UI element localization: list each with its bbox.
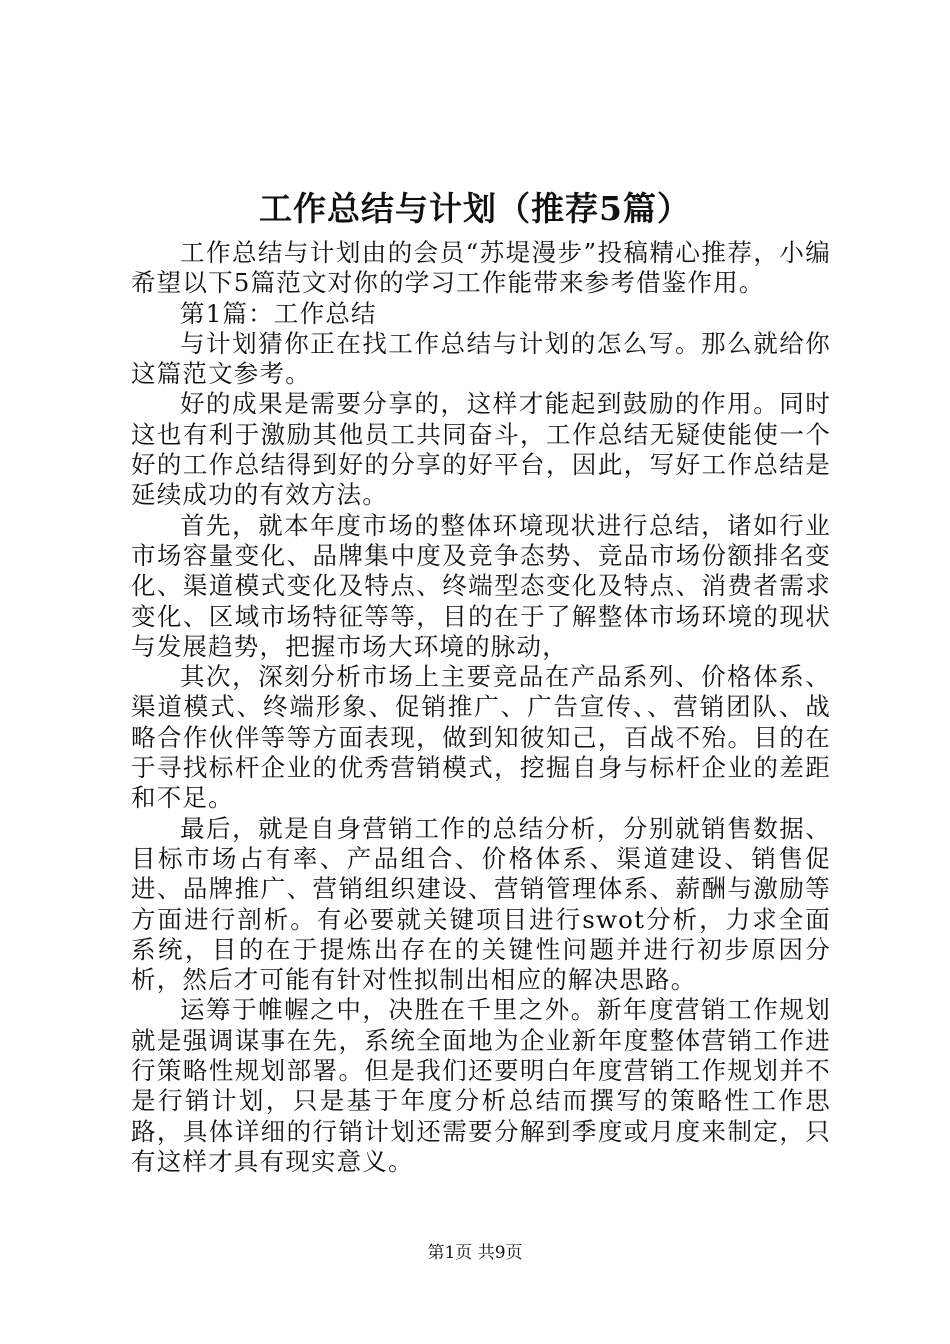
document-body [131, 238, 831, 1177]
paragraph: 其次，深刻分析市场上主要竞品在产品系列、价格体系、渠道模式、终端形象、促销推广、广告宣传、、营销团队、战略合作伙伴等等方面表现，做到知彼知己，百战不殆。目的在于寻找标杆企业的优秀营销模式，挖掘自身与标杆企业的差距和不足。 [131, 662, 831, 813]
paragraph-intro: 工作总结与计划由的会员“苏堤漫步”投稿精心推荐，小编希望以下5篇范文对你的学习工作能带来参考借鉴作用。 [131, 238, 831, 298]
document-title: 工作总结与计划（推荐5篇） [259, 189, 691, 228]
paragraph: 与计划猜你正在找工作总结与计划的怎么写。那么就给你这篇范文参考。 [131, 328, 831, 389]
paragraph: 首先，就本年度市场的整体环境现状进行总结，诸如行业市场容量变化、品牌集中度及竞争态势、竞品市场份额排名变化、渠道模式变化及特点、终端型态变化及特点、消费者需求变化、区域市场特征等等，目的在于了解整体市场环境的现状与发展趋势，把握市场大环境的脉动， [131, 510, 831, 661]
page-footer: 第1页 共9页 [427, 1243, 523, 1263]
paragraph: 好的成果是需要分享的，这样才能起到鼓励的作用。同时这也有利于激励其他员工共同奋斗，工作总结无疑使能使一个好的工作总结得到好的分享的好平台，因此，写好工作总结是延续成功的有效方法。 [131, 389, 831, 510]
paragraph: 最后，就是自身营销工作的总结分析，分别就销售数据、目标市场占有率、产品组合、价格体系、渠道建设、销售促进、品牌推广、营销组织建设、营销管理体系、薪酬与激励等方面进行剖析。有必要就关键项目进行swot分析，力求全面系统，目的在于提炼出存在的关键性问题并进行初步原因分析，然后才可能有针对性拟制出相应的解决思路。 [131, 813, 831, 995]
section-heading: 第1篇：工作总结 [180, 298, 377, 328]
paragraph: 运筹于帷幄之中，决胜在千里之外。新年度营销工作规划就是强调谋事在先，系统全面地为企业新年度整体营销工作进行策略性规划部署。但是我们还要明白年度营销工作规划并不是行销计划，只是基于年度分析总结而撰写的策略性工作思路，具体详细的行销计划还需要分解到季度或月度来制定，只有这样才具有现实意义。 [131, 995, 831, 1176]
